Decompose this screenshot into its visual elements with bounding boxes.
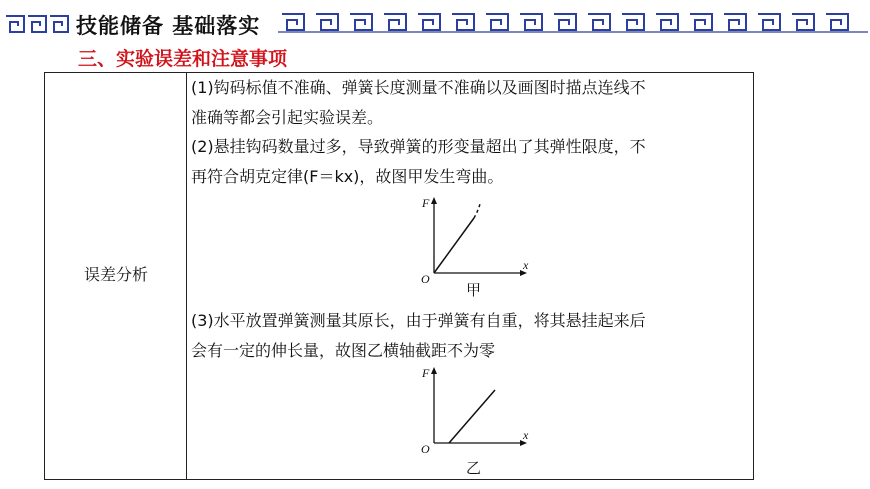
key-pattern-glyph [452,14,474,30]
paragraph-line: 会有一定的伸长量，故图乙横轴截距不为零 [191,341,496,360]
origin-label: O [421,272,430,285]
row-content-cell [187,73,753,479]
paragraph-2 [191,132,751,192]
key-pattern-glyph [656,14,678,30]
paragraph-line: 准确等都会引起实验误差。 [191,108,384,127]
key-pattern-glyph [622,14,644,30]
key-pattern-glyph [588,14,610,30]
paragraph-3 [191,306,751,366]
row-label-cell [45,73,187,479]
section-title: 三、实验误差和注意事项 [78,48,288,70]
paragraph-line: 再符合胡克定律(F＝kx)，故图甲发生弯曲。 [191,167,504,186]
paragraph-1 [191,73,751,133]
graph-line-offset [449,390,495,443]
slide-header [0,8,870,40]
y-axis-arrow [431,197,437,204]
header-pattern-right [278,8,868,40]
key-pattern-glyph [384,14,406,30]
key-pattern-glyph [486,14,508,30]
y-axis-arrow [431,367,437,374]
key-pattern-glyph [792,14,814,30]
paragraph-line: (1)钩码标值不准确、弹簧长度测量不准确以及画图时描点连线不 [191,78,646,97]
header-title: 技能储备 基础落实 [76,14,261,38]
key-pattern-glyph [554,14,576,30]
origin-label: O [421,442,430,455]
x-axis-label: x [523,258,529,272]
y-axis-label: F [422,366,430,380]
key-pattern-glyph [724,14,746,30]
key-pattern-glyph [520,14,542,30]
key-pattern-glyph [690,14,712,30]
x-axis-label: x [523,428,529,442]
y-axis-label: F [422,196,430,210]
key-pattern-glyph [316,14,338,30]
paragraph-line: (2)悬挂钩码数量过多，导致弹簧的形变量超出了其弹性限度，不 [191,137,646,156]
graph-yi [417,365,537,455]
paragraph-line: (3)水平放置弹簧测量其原长，由于弹簧有自重，将其悬挂起来后 [191,311,646,330]
graph-jia [417,195,537,285]
key-pattern-glyph [826,14,848,30]
header-pattern-left [4,8,76,40]
graph-caption-jia: 甲 [466,281,482,299]
graph-line-straight [434,218,474,273]
key-pattern-glyph [758,14,780,30]
error-analysis-table [44,72,754,480]
graph-line-bending-dashed [474,204,480,218]
row-label: 误差分析 [83,265,148,284]
key-pattern-glyph [418,14,440,30]
key-pattern-glyph [282,14,304,30]
key-pattern-glyph [350,14,372,30]
graph-caption-yi: 乙 [466,459,482,477]
